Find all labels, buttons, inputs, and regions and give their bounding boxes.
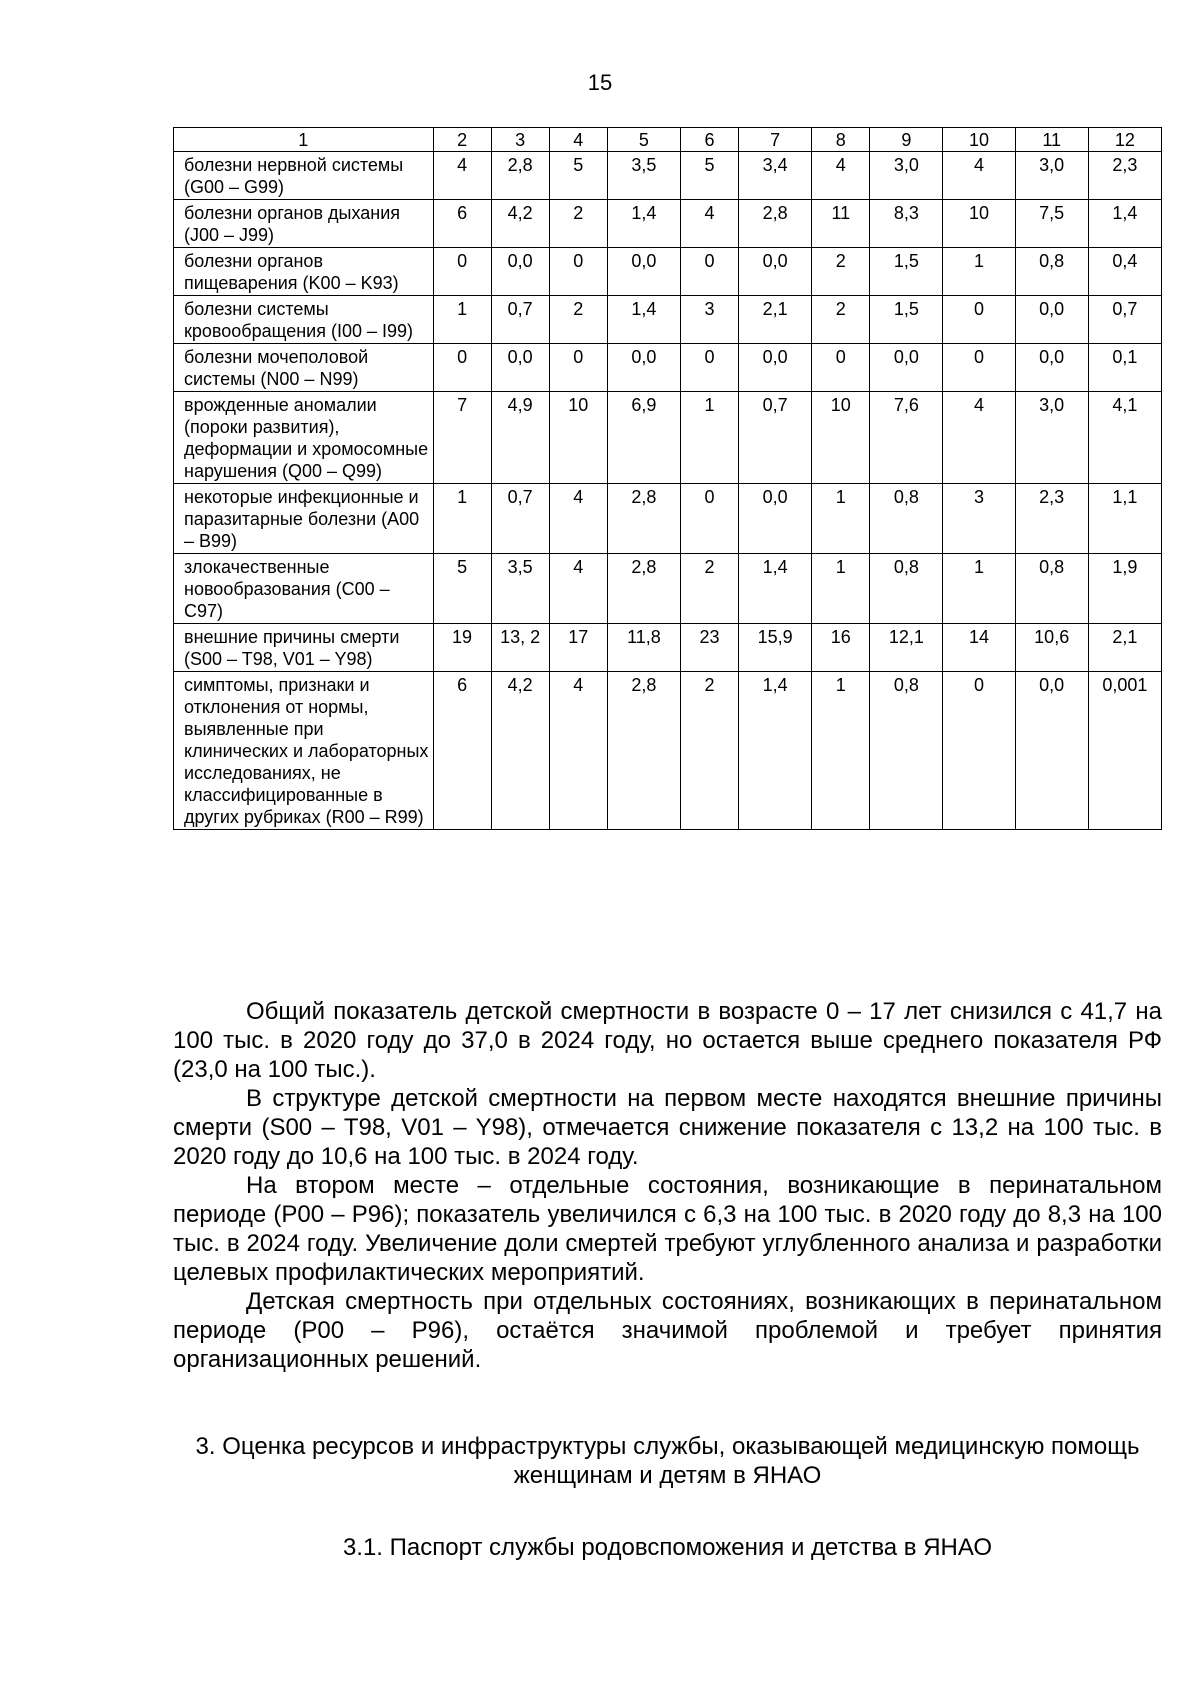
value-cell: 14 <box>943 624 1015 672</box>
value-cell: 10,6 <box>1015 624 1088 672</box>
value-cell: 0,8 <box>1015 248 1088 296</box>
value-cell: 0 <box>943 672 1015 830</box>
value-cell: 2,1 <box>1088 624 1161 672</box>
value-cell: 3,0 <box>1015 392 1088 484</box>
value-cell: 0,0 <box>491 344 549 392</box>
value-cell: 2,3 <box>1015 484 1088 554</box>
value-cell: 1 <box>943 554 1015 624</box>
value-cell: 1,4 <box>1088 200 1161 248</box>
value-cell: 0,0 <box>607 344 680 392</box>
value-cell: 3,4 <box>739 152 812 200</box>
table-row <box>174 392 1162 484</box>
value-cell: 1,9 <box>1088 554 1161 624</box>
column-header: 8 <box>812 128 870 152</box>
value-cell: 12,1 <box>870 624 943 672</box>
value-cell: 0,001 <box>1088 672 1161 830</box>
value-cell: 2,1 <box>739 296 812 344</box>
value-cell: 2 <box>549 296 607 344</box>
value-cell: 1,1 <box>1088 484 1161 554</box>
table-row <box>174 624 1162 672</box>
value-cell: 0,0 <box>1015 296 1088 344</box>
table-row <box>174 152 1162 200</box>
value-cell: 2 <box>812 296 870 344</box>
value-cell: 3,0 <box>870 152 943 200</box>
value-cell: 4,1 <box>1088 392 1161 484</box>
value-cell: 2,8 <box>491 152 549 200</box>
value-cell: 2,8 <box>607 554 680 624</box>
value-cell: 0,0 <box>739 344 812 392</box>
value-cell: 2 <box>680 672 738 830</box>
value-cell: 2,8 <box>607 672 680 830</box>
value-cell: 0,0 <box>1015 672 1088 830</box>
value-cell: 4 <box>680 200 738 248</box>
value-cell: 0 <box>680 484 738 554</box>
value-cell: 0,8 <box>870 672 943 830</box>
value-cell: 7,6 <box>870 392 943 484</box>
value-cell: 7 <box>433 392 491 484</box>
value-cell: 13, 2 <box>491 624 549 672</box>
value-cell: 0 <box>549 248 607 296</box>
mortality-table <box>173 127 1162 830</box>
value-cell: 23 <box>680 624 738 672</box>
value-cell: 1 <box>812 672 870 830</box>
cause-cell: болезни мочеполовой системы (N00 – N99) <box>174 344 434 392</box>
cause-cell: болезни органов пищеварения (K00 – K93) <box>174 248 434 296</box>
value-cell: 2 <box>549 200 607 248</box>
value-cell: 0,7 <box>739 392 812 484</box>
value-cell: 2 <box>680 554 738 624</box>
value-cell: 0 <box>680 344 738 392</box>
value-cell: 1,4 <box>607 296 680 344</box>
value-cell: 6,9 <box>607 392 680 484</box>
table-row <box>174 554 1162 624</box>
cause-cell: злокачественные новообразования (C00 – C97) <box>174 554 434 624</box>
column-header: 3 <box>491 128 549 152</box>
value-cell: 0,0 <box>739 248 812 296</box>
paragraph: Детская смертность при отдельных состояниях, возникающих в перинатальном периоде (P00 – P96), остаётся значимой проблемой и требует принятия организационных решений. <box>173 1288 1162 1373</box>
cause-cell: внешние причины смерти (S00 – T98, V01 – Y98) <box>174 624 434 672</box>
table-row <box>174 484 1162 554</box>
value-cell: 4 <box>549 672 607 830</box>
value-cell: 4 <box>433 152 491 200</box>
value-cell: 10 <box>812 392 870 484</box>
value-cell: 1 <box>812 484 870 554</box>
value-cell: 1,5 <box>870 296 943 344</box>
value-cell: 2 <box>812 248 870 296</box>
value-cell: 0,8 <box>870 484 943 554</box>
column-header: 11 <box>1015 128 1088 152</box>
value-cell: 3,5 <box>491 554 549 624</box>
column-header: 7 <box>739 128 812 152</box>
value-cell: 0 <box>943 344 1015 392</box>
column-header: 2 <box>433 128 491 152</box>
value-cell: 4 <box>812 152 870 200</box>
value-cell: 0,0 <box>739 484 812 554</box>
value-cell: 11 <box>812 200 870 248</box>
column-header: 10 <box>943 128 1015 152</box>
body-text <box>173 997 1162 1374</box>
value-cell: 4 <box>549 554 607 624</box>
value-cell: 0,0 <box>870 344 943 392</box>
table-row <box>174 672 1162 830</box>
page-number: 15 <box>587 70 613 95</box>
value-cell: 1 <box>812 554 870 624</box>
value-cell: 5 <box>549 152 607 200</box>
cause-cell: болезни системы кровообращения (I00 – I99) <box>174 296 434 344</box>
value-cell: 0 <box>680 248 738 296</box>
paragraph: В структуре детской смертности на первом месте находятся внешние причины смерти (S00 – T98, V01 – Y98), отмечается снижение показателя с 13,2 на 100 тыс. в 2020 году до 10,6 на 100 тыс. в 2024 году. <box>173 1085 1162 1170</box>
value-cell: 1,4 <box>607 200 680 248</box>
column-header: 1 <box>174 128 434 152</box>
value-cell: 0 <box>549 344 607 392</box>
value-cell: 4,9 <box>491 392 549 484</box>
value-cell: 5 <box>680 152 738 200</box>
value-cell: 0,4 <box>1088 248 1161 296</box>
value-cell: 0 <box>812 344 870 392</box>
value-cell: 3,0 <box>1015 152 1088 200</box>
value-cell: 3,5 <box>607 152 680 200</box>
value-cell: 0,0 <box>607 248 680 296</box>
value-cell: 3 <box>943 484 1015 554</box>
value-cell: 4,2 <box>491 672 549 830</box>
value-cell: 16 <box>812 624 870 672</box>
cause-cell: болезни нервной системы (G00 – G99) <box>174 152 434 200</box>
value-cell: 0 <box>943 296 1015 344</box>
column-header: 5 <box>607 128 680 152</box>
cause-cell: болезни органов дыхания (J00 – J99) <box>174 200 434 248</box>
subsection-heading: 3.1. Паспорт службы родовспоможения и детства в ЯНАО <box>342 1534 993 1561</box>
value-cell: 6 <box>433 200 491 248</box>
value-cell: 1,5 <box>870 248 943 296</box>
table-header-row <box>174 128 1162 152</box>
value-cell: 1 <box>433 484 491 554</box>
value-cell: 1 <box>433 296 491 344</box>
value-cell: 0,8 <box>1015 554 1088 624</box>
value-cell: 5 <box>433 554 491 624</box>
table-row <box>174 344 1162 392</box>
value-cell: 0,7 <box>491 484 549 554</box>
column-header: 9 <box>870 128 943 152</box>
value-cell: 3 <box>680 296 738 344</box>
value-cell: 2,8 <box>607 484 680 554</box>
value-cell: 0,0 <box>1015 344 1088 392</box>
value-cell: 1,4 <box>739 672 812 830</box>
value-cell: 6 <box>433 672 491 830</box>
section-heading: 3. Оценка ресурсов и инфраструктуры службы, оказывающей медицинскую помощь женщинам и детям в ЯНАО <box>195 1433 1140 1489</box>
cause-cell: симптомы, признаки и отклонения от нормы, выявленные при клинических и лабораторных исследованиях, не классифицированные в других рубриках (R00 – R99) <box>174 672 434 830</box>
value-cell: 0,8 <box>870 554 943 624</box>
table-row <box>174 200 1162 248</box>
table-row <box>174 248 1162 296</box>
paragraph: Общий показатель детской смертности в возрасте 0 – 17 лет снизился с 41,7 на 100 тыс. в 2020 году до 37,0 в 2024 году, но остается выше среднего показателя РФ (23,0 на 100 тыс.). <box>173 998 1162 1083</box>
value-cell: 11,8 <box>607 624 680 672</box>
column-header: 12 <box>1088 128 1161 152</box>
table-row <box>174 296 1162 344</box>
value-cell: 0,7 <box>491 296 549 344</box>
value-cell: 2,8 <box>739 200 812 248</box>
value-cell: 17 <box>549 624 607 672</box>
column-header: 4 <box>549 128 607 152</box>
value-cell: 4 <box>943 152 1015 200</box>
value-cell: 0,0 <box>491 248 549 296</box>
value-cell: 10 <box>943 200 1015 248</box>
value-cell: 2,3 <box>1088 152 1161 200</box>
value-cell: 10 <box>549 392 607 484</box>
value-cell: 1,4 <box>739 554 812 624</box>
value-cell: 19 <box>433 624 491 672</box>
column-header: 6 <box>680 128 738 152</box>
value-cell: 1 <box>943 248 1015 296</box>
value-cell: 4 <box>549 484 607 554</box>
value-cell: 0,7 <box>1088 296 1161 344</box>
value-cell: 0,1 <box>1088 344 1161 392</box>
value-cell: 4,2 <box>491 200 549 248</box>
value-cell: 4 <box>943 392 1015 484</box>
paragraph: На втором месте – отдельные состояния, возникающие в перинатальном периоде (P00 – P96); показатель увеличился с 6,3 на 100 тыс. в 2020 году до 8,3 на 100 тыс. в 2024 году. Увеличение доли смертей требуют углубленного анализа и разработки целевых профилактических мероприятий. <box>173 1172 1162 1286</box>
cause-cell: врожденные аномалии (пороки развития), деформации и хромосомные нарушения (Q00 – Q99) <box>174 392 434 484</box>
value-cell: 0 <box>433 344 491 392</box>
value-cell: 0 <box>433 248 491 296</box>
value-cell: 15,9 <box>739 624 812 672</box>
cause-cell: некоторые инфекционные и паразитарные болезни (A00 – B99) <box>174 484 434 554</box>
value-cell: 1 <box>680 392 738 484</box>
value-cell: 8,3 <box>870 200 943 248</box>
value-cell: 7,5 <box>1015 200 1088 248</box>
